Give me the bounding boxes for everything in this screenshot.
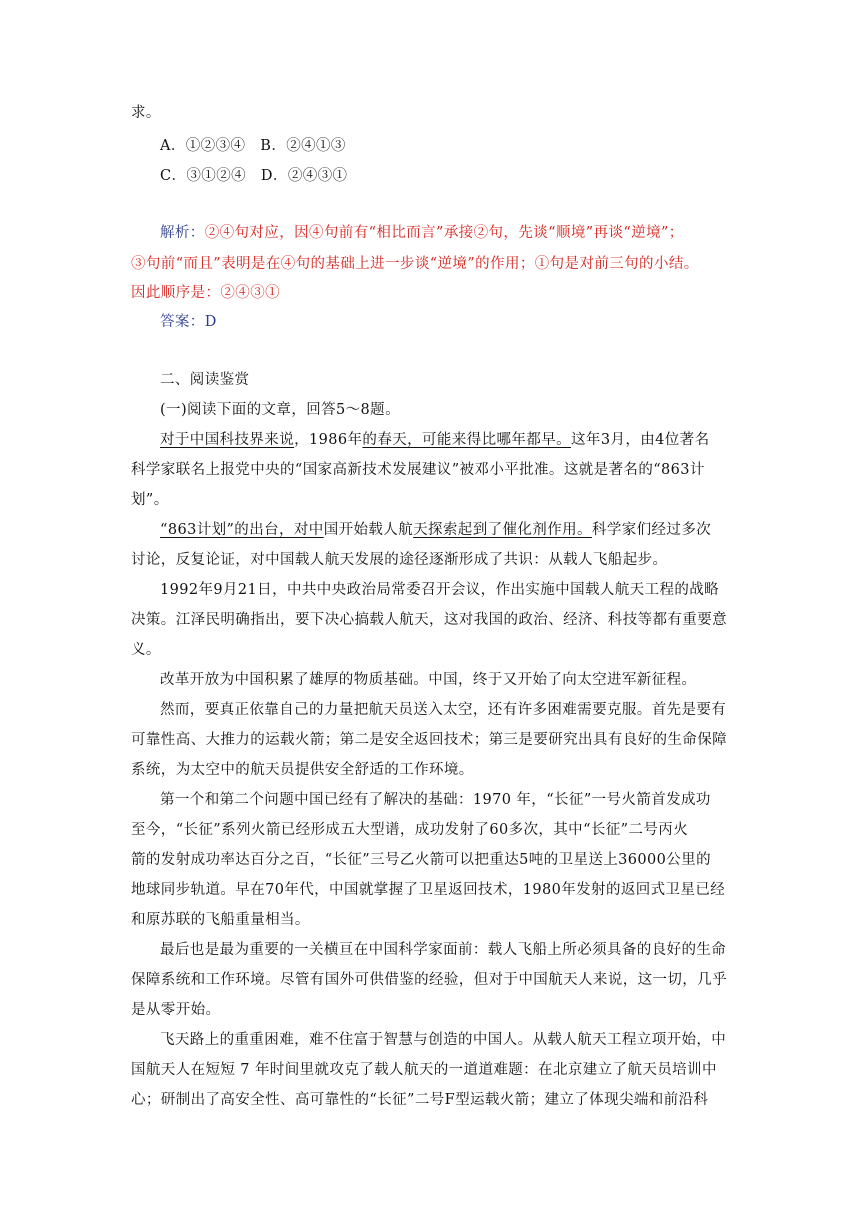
answer-label: 答案： [160, 314, 205, 330]
paragraph-6-line-4: 地球同步轨道。早在70年代，中国就掌握了卫星返回技术，1980年发射的返回式卫星已经 [131, 882, 726, 898]
paragraph-7-line-1: 最后也是最为重要的一关横亘在中国科学家面前：载人飞船上所必须具备的良好的生命 [160, 942, 727, 958]
paragraph-7-line-2: 保障系统和工作环境。尽管有国外可供借鉴的经验，但对于中国航天人来说，这一切，几乎 [131, 972, 727, 988]
analysis-text: ②④句对应，因④句前有“相比而言”承接②句，先谈“顺境”再谈“逆境”； [204, 225, 684, 241]
question-tail: 求。 [131, 105, 161, 121]
underlined-phrase: 天探索起到了催化剂作用。 [413, 522, 592, 538]
analysis-line-3: 因此顺序是：②④③① [131, 285, 280, 301]
paragraph-3-line-3: 义。 [131, 642, 161, 658]
section-instruction: (一)阅读下面的文章，回答5～8题。 [160, 402, 400, 418]
paragraph-2-line-1 [160, 520, 711, 540]
paragraph-8-line-2: 国航天人在短短 7 年时间里就攻克了载人航天的一道道难题：在北京建立了航天员培训中 [131, 1062, 717, 1078]
section-heading: 二、阅读鉴赏 [160, 372, 250, 388]
analysis-line-2: ③句前“而且”表明是在④句的基础上进一步谈“逆境”的作用；①句是对前三句的小结。 [131, 256, 699, 272]
paragraph-1-line-1 [160, 430, 709, 450]
underlined-phrase: 对于中国科技界来说 [160, 432, 295, 448]
paragraph-5-line-1: 然而，要真正依靠自己的力量把航天员送入太空，还有许多困难需要克服。首先是要有 [160, 702, 727, 718]
underlined-phrase: 的春天，可能来得比哪年都早。 [362, 432, 572, 448]
paragraph-3-line-2: 决策。江泽民明确指出，要下决心搞载人航天，这对我国的政治、经济、科技等都有重要意 [131, 612, 727, 628]
options-row-1: A．①②③④ B．②④①③ [160, 138, 346, 154]
paragraph-6-line-2: 至今，“长征”系列火箭已经形成五大型谱，成功发射了60多次，其中“长征”二号丙火 [131, 822, 689, 838]
paragraph-5-line-3: 系统，为太空中的航天员提供安全舒适的工作环境。 [131, 762, 474, 778]
text-span: 国开始载人航 [323, 522, 414, 538]
paragraph-8-line-1: 飞天路上的重重困难，难不住富于智慧与创造的中国人。从载人航天工程立项开始，中 [160, 1032, 727, 1048]
paragraph-6-line-1: 第一个和第二个问题中国已经有了解决的基础：1970 年，“长征”一号火箭首发成功 [160, 792, 711, 808]
answer-line [160, 312, 217, 332]
paragraph-2-line-2: 讨论，反复论证，对中国载人航天发展的途径逐渐形成了共识：从载人飞船起步。 [131, 552, 668, 568]
analysis-line-1 [160, 223, 684, 243]
text-span: 这年3月，由4位著名 [571, 432, 710, 448]
paragraph-6-line-5: 和原苏联的飞船重量相当。 [131, 912, 310, 928]
paragraph-8-line-3: 心；研制出了高安全性、高可靠性的“长征”二号F型运载火箭；建立了体现尖端和前沿科 [131, 1092, 709, 1108]
paragraph-7-line-3: 是从零开始。 [131, 1002, 221, 1018]
paragraph-4-line-1: 改革开放为中国积累了雄厚的物质基础。中国，终于又开始了向太空进军新征程。 [160, 672, 697, 688]
text-span: ，1986年 [294, 432, 363, 448]
options-row-2: C．③①②④ D．②④③① [160, 168, 348, 184]
paragraph-1-line-3: 划”。 [131, 492, 169, 508]
text-span: 科学家们经过多次 [591, 522, 712, 538]
paragraph-1-line-2: 科学家联名上报党中央的“国家高新技术发展建议”被邓小平批准。这就是著名的“863计 [131, 462, 705, 478]
answer-value: D [204, 314, 217, 330]
analysis-label: 解析： [160, 225, 205, 241]
paragraph-3-line-1: 1992年9月21日，中共中央政治局常委召开会议，作出实施中国载人航天工程的战略 [160, 582, 720, 598]
paragraph-5-line-2: 可靠性高、大推力的运载火箭；第二是安全返回技术；第三是要研究出具有良好的生命保障 [131, 732, 727, 748]
paragraph-6-line-3: 箭的发射成功率达百分之百，“长征”三号乙火箭可以把重达5吨的卫星送上36000公里的 [131, 852, 711, 868]
underlined-phrase: “863计划”的出台，对中 [160, 522, 324, 538]
